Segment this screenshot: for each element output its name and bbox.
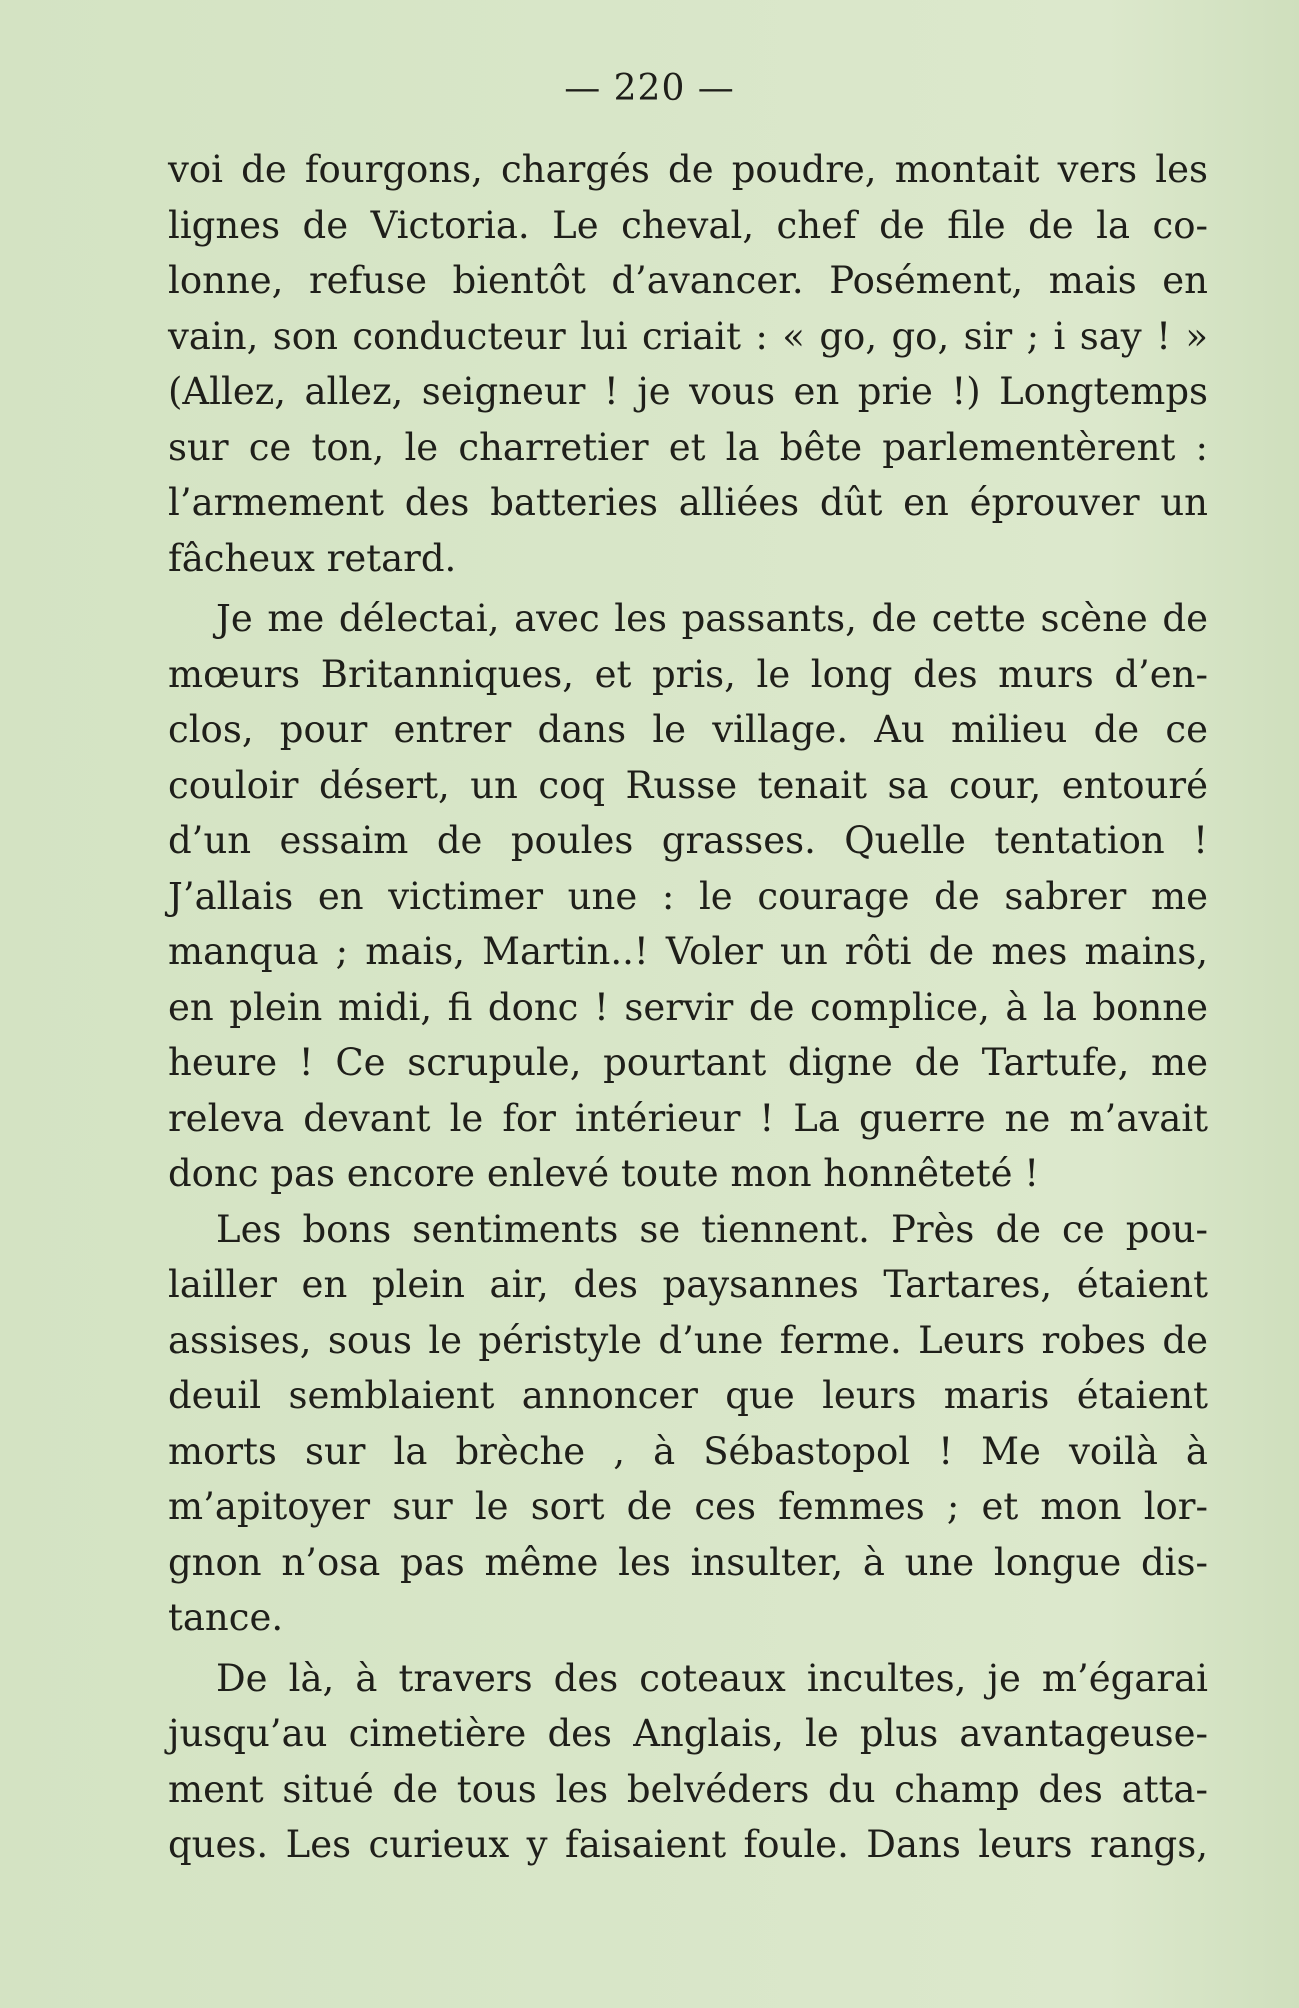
text-line: jusqu’au cimetière des Anglais, le plus avantageuse-: [168, 1712, 1208, 1755]
text-line: (Allez, allez, seigneur ! je vous en prie !) Longtemps: [168, 370, 1208, 413]
text-line: donc pas encore enlevé toute mon honnêteté !: [168, 1152, 1040, 1195]
text-line: heure ! Ce scrupule, pourtant digne de Tartufe, me: [168, 1041, 1208, 1084]
text-line: manqua ; mais, Martin..! Voler un rôti de mes mains,: [168, 930, 1208, 973]
text-line: voi de fourgons, chargés de poudre, montait vers les: [168, 148, 1208, 191]
text-line: Les bons sentiments se tiennent. Près de ce pou-: [216, 1207, 1208, 1251]
page-number: — 220 —: [564, 68, 735, 109]
text-line: couloir désert, un coq Russe tenait sa cour, entouré: [168, 763, 1208, 807]
text-line: d’un essaim de poules grasses. Quelle tentation !: [168, 819, 1208, 862]
text-line: mœurs Britanniques, et pris, le long des murs d’en-: [168, 652, 1208, 696]
text-line: ment situé de tous les belvéders du champ des atta-: [168, 1767, 1208, 1811]
text-line: lignes de Victoria. Le cheval, chef de file de la co-: [168, 203, 1208, 247]
text-line: J’allais en victimer une : le courage de sabrer me: [168, 874, 1208, 918]
text-line: ques. Les curieux y faisaient foule. Dans leurs rangs,: [168, 1823, 1208, 1866]
text-line: lailler en plein air, des paysannes Tartares, étaient: [168, 1263, 1208, 1306]
text-line: lonne, refuse bientôt d’avancer. Posément, mais en: [168, 259, 1208, 302]
text-line: en plein midi, fi donc ! servir de complice, à la bonne: [168, 985, 1208, 1029]
text-line: gnon n’osa pas même les insulter, à une longue dis-: [168, 1540, 1208, 1584]
text-line: fâcheux retard.: [168, 536, 457, 580]
text-line: m’apitoyer sur le sort de ces femmes ; et mon lor-: [168, 1485, 1208, 1528]
text-line: sur ce ton, le charretier et la bête parlementèrent :: [168, 425, 1208, 469]
text-line: vain, son conducteur lui criait : « go, go, sir ; i say ! »: [168, 314, 1208, 358]
text-line: tance.: [168, 1596, 284, 1639]
text-line: deuil semblaient annoncer que leurs maris étaient: [168, 1374, 1208, 1417]
text-line: assises, sous le péristyle d’une ferme. Leurs robes de: [168, 1318, 1208, 1362]
text-line: morts sur la brèche , à Sébastopol ! Me voilà à: [168, 1429, 1208, 1473]
body-text: [168, 142, 1208, 1873]
text-line: Je me délectai, avec les passants, de cette scène de: [216, 597, 1208, 640]
text-line: releva devant le for intérieur ! La guerre ne m’avait: [168, 1096, 1208, 1140]
text-line: clos, pour entrer dans le village. Au milieu de ce: [168, 708, 1208, 751]
text-line: l’armement des batteries alliées dût en éprouver un: [168, 481, 1208, 524]
text-line: De là, à travers des coteaux incultes, je m’égarai: [216, 1656, 1208, 1700]
